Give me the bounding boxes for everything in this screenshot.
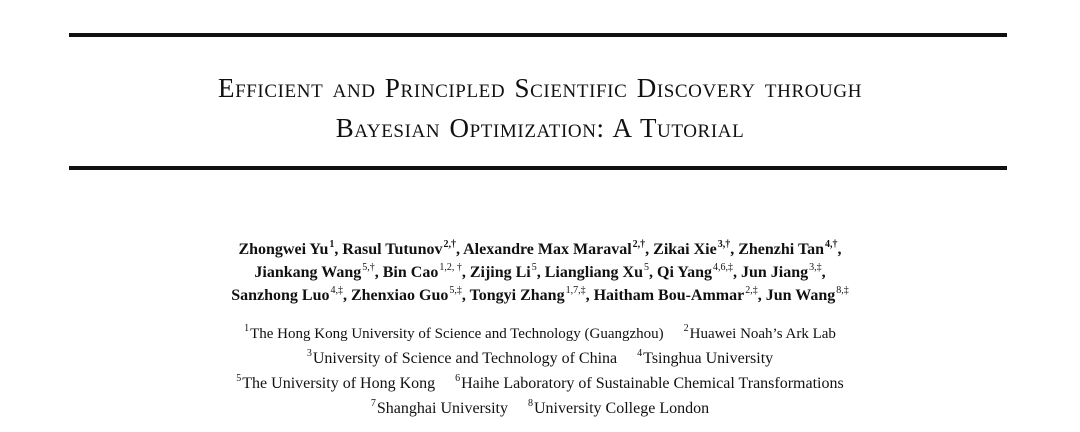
author-separator: , (757, 287, 762, 304)
author-separator: , (461, 287, 466, 304)
author (383, 264, 466, 281)
author-affiliation-marks: 4,‡ (330, 285, 343, 296)
affiliation-name: The University of Hong Kong (242, 375, 436, 392)
author-separator: , (585, 287, 590, 304)
author-affiliation-marks: 2,‡ (745, 285, 758, 296)
author-name: Bin Cao (382, 264, 439, 281)
affiliation-number: 8 (528, 398, 533, 409)
author-separator: , (649, 264, 653, 281)
author-separator: , (645, 241, 650, 258)
author (766, 287, 849, 304)
author (231, 287, 347, 304)
author (738, 241, 841, 258)
author-separator: , (730, 241, 735, 258)
author-separator: , (821, 264, 826, 281)
author-separator: , (732, 264, 737, 281)
affiliation (244, 323, 664, 342)
author (594, 287, 762, 304)
affiliation-line (40, 372, 1040, 397)
author-affiliation-marks: 5 (644, 262, 649, 273)
affiliation-name: Shanghai University (376, 400, 508, 417)
author-name: Jiankang Wang (254, 264, 362, 281)
affiliation (371, 400, 508, 417)
author-list (40, 239, 1040, 308)
author (545, 264, 653, 281)
author-separator: , (334, 241, 339, 258)
author-name: Qi Yang (657, 264, 712, 281)
author-separator: , (837, 241, 842, 258)
affiliation (528, 400, 709, 417)
affiliation-number: 1 (244, 323, 250, 334)
author-affiliation-marks: 5,‡ (449, 285, 462, 296)
author-affiliation-marks: 1,2, † (439, 262, 462, 273)
bottom-rule (69, 166, 1007, 170)
author-affiliation-marks: 1,7,‡ (565, 285, 586, 296)
author-name: Haitham Bou-Ammar (593, 287, 745, 304)
affiliation-name: The Hong Kong University of Science and Technology (Guangzhou) (250, 326, 664, 342)
author-separator: , (536, 264, 541, 281)
affiliation (455, 375, 844, 392)
affiliation-name: Huawei Noah’s Ark Lab (689, 326, 836, 342)
author (254, 264, 378, 281)
affiliation-number: 6 (455, 373, 461, 384)
author-affiliation-marks: 4,6,‡ (712, 262, 733, 273)
author (470, 287, 590, 304)
author-affiliation-marks: 1 (329, 239, 335, 250)
affiliation (637, 350, 773, 367)
author (238, 241, 338, 258)
author-name: Zhongwei Yu (238, 241, 329, 258)
author-name: Jun Jiang (740, 264, 809, 281)
affiliation-name: University of Science and Technology of China (312, 350, 618, 367)
author-name: Zikai Xie (653, 241, 717, 258)
author-affiliation-marks: 4,† (825, 239, 838, 250)
affiliation-line (40, 347, 1040, 372)
paper-title (40, 68, 1040, 148)
top-rule (69, 33, 1007, 37)
affiliation-list (40, 323, 1040, 422)
affiliation-number: 4 (637, 348, 643, 359)
title-line-2: Bayesian Optimization: A Tutorial (335, 113, 745, 143)
author-affiliation-marks: 8,‡ (836, 285, 849, 296)
title-line-1: Efficient and Principled Scientific Discovery through (217, 73, 863, 103)
author-name: Zhenxiao Guo (350, 287, 449, 304)
author-separator: , (461, 264, 466, 281)
affiliation (307, 350, 617, 367)
author-name: Alexandre Max Maraval (463, 241, 632, 258)
author-affiliation-marks: 3,† (717, 239, 731, 250)
author-name: Rasul Tutunov (342, 241, 443, 258)
affiliation-number: 2 (683, 323, 689, 334)
affiliation-line (40, 323, 1040, 347)
affiliation-name: Haihe Laboratory of Sustainable Chemical Transformations (461, 375, 844, 392)
affiliation-name: Tsinghua University (643, 350, 774, 367)
author-name: Tongyi Zhang (469, 287, 565, 304)
affiliation-line (40, 397, 1040, 422)
affiliation-name: University College London (534, 400, 710, 417)
author-affiliation-marks: 3,‡ (809, 262, 822, 273)
author-separator: , (455, 241, 460, 258)
author (741, 264, 826, 281)
author-name: Zijing Li (469, 264, 531, 281)
author (653, 241, 734, 258)
affiliation-number: 3 (306, 348, 312, 359)
affiliation (683, 323, 836, 342)
author-name: Jun Wang (765, 287, 836, 304)
author-line (40, 285, 1040, 308)
affiliation-number: 5 (236, 373, 242, 384)
author-line (40, 262, 1040, 285)
author-affiliation-marks: 5,† (362, 262, 375, 273)
author-name: Zhenzhi Tan (738, 241, 825, 258)
author (463, 241, 649, 258)
affiliation (236, 375, 435, 392)
author-separator: , (374, 264, 379, 281)
author-name: Sanzhong Luo (231, 287, 330, 304)
author-affiliation-marks: 2,† (443, 239, 456, 250)
affiliation-number: 7 (370, 398, 376, 409)
author (351, 287, 466, 304)
author-affiliation-marks: 2,† (632, 239, 646, 250)
author-line (40, 239, 1040, 262)
author-separator: , (342, 287, 347, 304)
author-affiliation-marks: 5 (531, 262, 537, 273)
author (470, 264, 541, 281)
author-name: Liangliang Xu (544, 264, 643, 281)
author (657, 264, 737, 281)
author (342, 241, 460, 258)
